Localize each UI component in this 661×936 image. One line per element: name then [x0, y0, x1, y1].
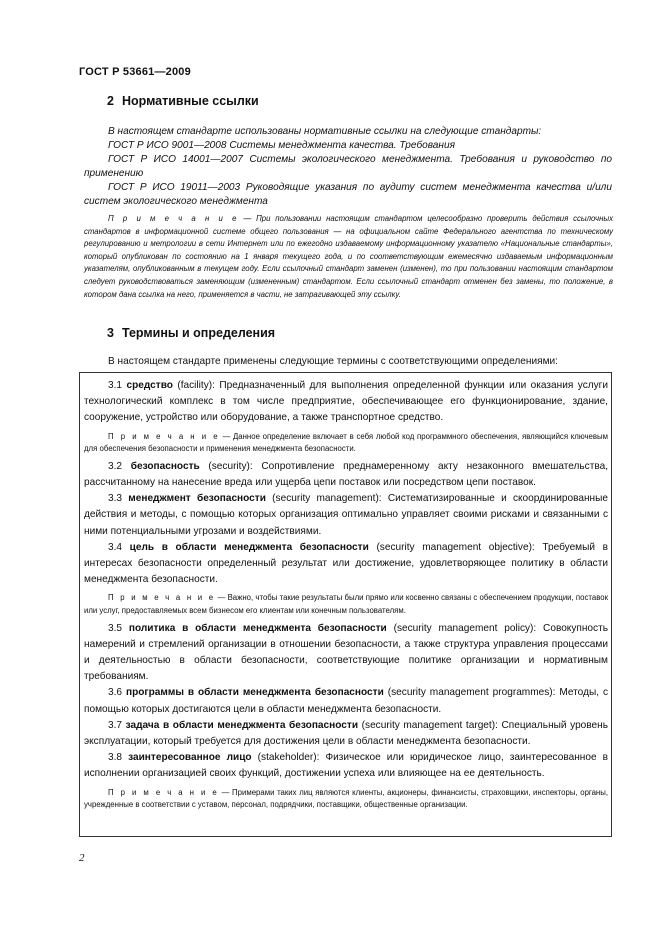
term-3-8-note: П р и м е ч а н и е — Примерами таких лиц являются клиенты, акционеры, финансисты, страховщики, инспекторы, органы, учрежденные в соответствии с уставом, персонал, подрядчики, поставщики, общественные организации. [84, 787, 608, 810]
term-3-8: 3.8 заинтересованное лицо (stakeholder): Физическое или юридическое лицо, заинтересованное в исполнении организацией своих функций, достижении успеха или влияющее на ее деятельность. [84, 752, 608, 780]
section-2-number: 2 [107, 94, 114, 108]
term-3-4-note: П р и м е ч а н и е — Важно, чтобы такие результаты были прямо или косвенно связаны с обеспечением продукции, поставок или услуг, предоставляемых всем бизнесом его клиентам или конечным пользователям. [84, 593, 609, 616]
term-3-1-note: П р и м е ч а н и е — Данное определение включает в себя любой код программного обеспечения, являющийся ключевым для обеспечения безопасности и применения менеджмента безопасности. [84, 431, 608, 454]
references-intro: В настоящем стандарте использованы нормативные ссылки на следующие стандарты: [108, 126, 542, 137]
terms-list [84, 378, 608, 815]
reference-item: ГОСТ Р ИСО 19011—2003 Руководящие указания по аудиту систем менеджмента качества и/или систем экологического менеджмента [84, 182, 612, 207]
section-2-title: Нормативные ссылки [121, 94, 259, 108]
section-3-title: Термины и определения [121, 326, 276, 340]
normative-references [84, 125, 612, 209]
term-3-5: 3.5 политика в области менеджмента безопасности (security management policy): Совокупность намерений и стремлений организации в отношении безопасности, а также структура управления процессами и деятельностью в области безопасности, соответствующие политике организации и нормативным требованиям. [84, 622, 608, 683]
note-label: П р и м е ч а н и е [108, 214, 239, 223]
term-3-1: 3.1 средство (facility): Предназначенный для выполнения определенной функции или оказания услуги технологический комплекс в том числе предприятие, обеспечивающее его функционирование, здание, сооружение, устройство или оборудование, а также транспортное средство. [84, 380, 608, 424]
term-3-7: 3.7 задача в области менеджмента безопасности (security management target): Специальный уровень эксплуатации, который требуется для достижения цели в области менеджмента безопасности. [84, 719, 608, 748]
terms-intro: В настоящем стандарте применены следующие термины с соответствующими определениями: [108, 356, 558, 367]
reference-item: ГОСТ Р ИСО 14001—2007 Системы экологического менеджмента. Требования и руководство по применению [84, 154, 612, 179]
term-3-2: 3.2 безопасность (security): Сопротивление преднамеренному акту незаконного вмешательства, рассчитанному на нанесение вреда или ущерба цепи поставок или посредством цепи поставок. [84, 460, 608, 488]
note-text: — При пользовании настоящим стандартом целесообразно проверить действия ссылочных стандартов в информационной системе общего пользования — на официальном сайте Федерального агентства по техническому регулированию и метрологии в сети Интернет или по ежегодно издаваемому информационному указателю «Национальные стандарты», который опубликован по состоянию на 1 января текущего года, и по соответствующим ежемесячно издаваемым информационным указателям, опубликованным в текущем году. Если ссылочный стандарт заменен (изменен), то при пользовании настоящим стандартом следует руководствоваться заменяющим (измененным) стандартом. Если ссылочный стандарт отменен без замены, то положение, в котором дана ссылка на него, применяется в части, не затрагивающей эту ссылку. [84, 214, 614, 299]
references-note [84, 213, 613, 301]
term-3-4: 3.4 цель в области менеджмента безопасности (security management objective): Требуемый в интересах безопасности определенный результат или достижение, удовлетворяющее политику в области менеджмента безопасности. [84, 541, 608, 586]
reference-item: ГОСТ Р ИСО 9001—2008 Системы менеджмента качества. Требования [108, 140, 455, 151]
section-3-number: 3 [107, 326, 114, 340]
section-2-heading [107, 94, 259, 108]
term-3-6: 3.6 программы в области менеджмента безопасности (security management programmes): Методы, с помощью которых достигаются цели в области менеджмента безопасности. [84, 687, 608, 715]
page-number: 2 [79, 852, 85, 864]
standard-header: ГОСТ Р 53661—2009 [79, 66, 191, 78]
term-3-3: 3.3 менеджмент безопасности (security management): Систематизированные и скоординированные действия и методы, с помощью которых организация оптимально управляет своими рисками и связанными с ними потенциальными угрозами и воздействиями. [84, 493, 608, 537]
section-3-heading [107, 326, 275, 340]
